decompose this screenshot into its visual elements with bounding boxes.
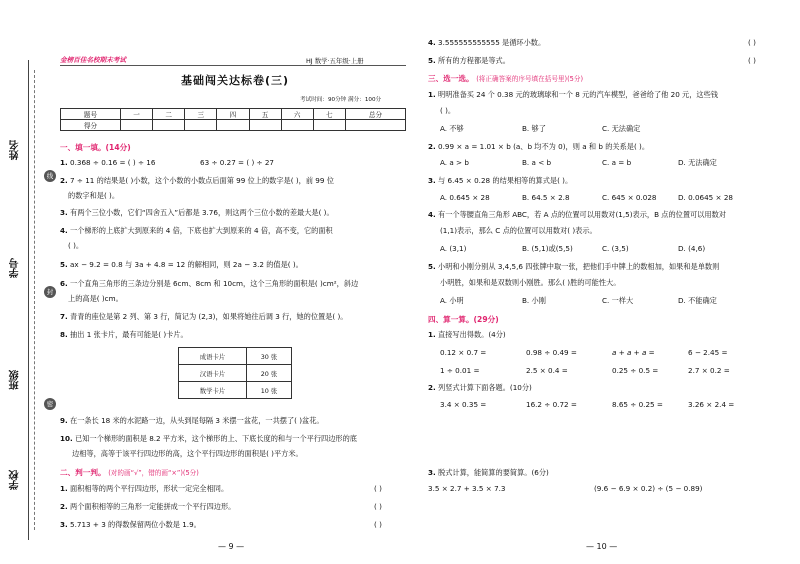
section2-title bbox=[60, 467, 199, 478]
vertical-calc: 3.4 × 0.35 = bbox=[440, 400, 487, 409]
score-input-cell[interactable] bbox=[121, 120, 153, 131]
card-name: 数学卡片 bbox=[179, 382, 247, 399]
section4-title: 四、算一算。(29分) bbox=[428, 315, 499, 324]
question-number: 2. bbox=[60, 176, 68, 185]
question-1-8 bbox=[60, 330, 188, 339]
question-text: 两个面积相等的三角形一定能拼成一个平行四边形。 bbox=[70, 502, 236, 511]
question-1-1 bbox=[60, 158, 274, 167]
card-count: 30 张 bbox=[247, 348, 292, 365]
question-number: 8. bbox=[60, 330, 68, 339]
step-calc: 3.5 × 2.7 + 3.5 × 7.3 bbox=[428, 484, 506, 493]
card-table bbox=[178, 347, 292, 399]
choice-option[interactable]: B. 64.5 × 2.8 bbox=[522, 193, 570, 202]
judge-item-1 bbox=[60, 484, 228, 493]
choice-question-2 bbox=[428, 142, 649, 151]
question-number: 6. bbox=[60, 279, 68, 288]
binding-label-school: 学校 bbox=[10, 470, 21, 490]
question-text: 抽出 1 张卡片，最有可能是( )卡片。 bbox=[70, 330, 188, 339]
choice-question-5-line2: 小明胜，如果和是双数则小刚胜。那么( )胜的可能性大。 bbox=[440, 278, 621, 287]
choice-option[interactable]: D. 无法确定 bbox=[678, 158, 717, 167]
mental-calc: 2.5 × 0.4 = bbox=[526, 366, 568, 375]
choice-question-5 bbox=[428, 262, 719, 271]
card-count: 20 张 bbox=[247, 365, 292, 382]
question-number: 10. bbox=[60, 434, 73, 443]
choice-option[interactable]: B. (5,1)或(5,5) bbox=[522, 244, 573, 253]
score-input-cell[interactable] bbox=[249, 120, 281, 131]
question-1-3 bbox=[60, 208, 334, 217]
vertical-calc: 3.26 × 2.4 = bbox=[688, 400, 735, 409]
section3-title-text: 三、选一选。 bbox=[428, 74, 474, 83]
score-header-cell: 三 bbox=[185, 109, 217, 120]
mental-calc: 6 − 2.45 = bbox=[688, 348, 728, 357]
score-header-cell: 二 bbox=[153, 109, 185, 120]
question-part-b: 63 ÷ 0.27 = ( ) ÷ 27 bbox=[200, 158, 274, 167]
question-text: ax − 9.2 = 0.8 与 3a + 4.8 = 12 的解相同，则 2a − 3.2 的值是( )。 bbox=[70, 260, 303, 269]
page-number-left: — 9 — bbox=[218, 542, 245, 551]
page-number-right: — 10 — bbox=[586, 542, 618, 551]
binding-label-class: 班级 bbox=[10, 370, 21, 390]
binding-label-name: 姓名 bbox=[10, 140, 21, 160]
choice-option[interactable]: C. (3,5) bbox=[602, 244, 629, 253]
choice-option[interactable]: D. (4,6) bbox=[678, 244, 706, 253]
question-text: 5.713 + 3 的得数保留两位小数是 1.9。 bbox=[70, 520, 201, 529]
score-table bbox=[60, 108, 406, 131]
score-input-cell[interactable] bbox=[281, 120, 313, 131]
question-text: 3.555555555555 是循环小数。 bbox=[438, 38, 546, 47]
choice-question-1-line2: ( )。 bbox=[440, 106, 456, 115]
judge-item-4 bbox=[428, 38, 545, 47]
mental-calc: 0.12 × 0.7 = bbox=[440, 348, 487, 357]
question-text: 7 ÷ 11 的结果是( )小数，这个小数的小数点后面第 99 位上的数字是( )，前 99 位 bbox=[70, 176, 334, 185]
judge-item-3 bbox=[60, 520, 201, 529]
card-count: 10 张 bbox=[247, 382, 292, 399]
question-text: 已知一个梯形的面积是 8.2 平方米，这个梯形的上、下底长度的和与一个平行四边形的底 bbox=[75, 434, 357, 443]
question-1-6-line2: 上的高是( )cm。 bbox=[68, 294, 123, 303]
answer-paren[interactable]: ( ) bbox=[748, 38, 756, 47]
question-number: 4. bbox=[428, 210, 436, 219]
score-input-cell[interactable] bbox=[185, 120, 217, 131]
score-input-cell[interactable] bbox=[153, 120, 185, 131]
mental-calc: 2.7 × 0.2 = bbox=[688, 366, 730, 375]
question-1-4 bbox=[60, 226, 333, 235]
card-row bbox=[179, 365, 292, 382]
score-table-header-row bbox=[61, 109, 406, 120]
answer-paren[interactable]: ( ) bbox=[374, 520, 382, 529]
question-number: 4. bbox=[428, 38, 436, 47]
question-number: 1. bbox=[60, 484, 68, 493]
binding-strip bbox=[0, 0, 54, 564]
question-text: 一个直角三角形的三条边分别是 6cm、8cm 和 10cm，这个三角形的面积是( )cm²，斜边 bbox=[70, 279, 359, 288]
answer-paren[interactable]: ( ) bbox=[374, 484, 382, 493]
choice-option[interactable]: A. 不够 bbox=[440, 124, 464, 133]
question-number: 9. bbox=[60, 416, 68, 425]
question-number: 5. bbox=[428, 262, 436, 271]
score-table-score-row bbox=[61, 120, 406, 131]
card-row bbox=[179, 348, 292, 365]
question-number: 3. bbox=[428, 468, 436, 477]
question-text: 直接写出得数。(4分) bbox=[438, 330, 506, 339]
question-text: 明明准备买 24 个 0.38 元的玻璃球和一个 8 元的汽车模型，爸爸给了他 20 元，这些钱 bbox=[438, 90, 718, 99]
section1-title: 一、填一填。(14分) bbox=[60, 143, 131, 152]
vertical-calc: 8.65 ÷ 0.25 = bbox=[612, 400, 663, 409]
question-text: 与 6.45 × 0.28 的结果相等的算式是( )。 bbox=[438, 176, 573, 185]
score-header-cell: 一 bbox=[121, 109, 153, 120]
mental-calc: a + a + a = bbox=[612, 348, 655, 357]
question-text: 青青的座位是第 2 列、第 3 行，简记为 (2,3)，如果将她往后调 3 行，她的位置是( )。 bbox=[70, 312, 348, 321]
choice-option[interactable]: B. a < b bbox=[522, 158, 552, 167]
question-text: 一个梯形的上底扩大到原来的 4 倍，下底也扩大到原来的 4 倍，高不变，它的面积 bbox=[70, 226, 333, 235]
question-text: 小明和小刚分别从 3,4,5,6 四张牌中取一张，把他们手中牌上的数相加，如果和是单数则 bbox=[438, 262, 720, 271]
choice-question-4-line2: (1,1)表示，那么 C 点的位置可以用数对( )表示。 bbox=[440, 226, 597, 235]
choice-option[interactable]: C. a = b bbox=[602, 158, 632, 167]
question-number: 1. bbox=[428, 90, 436, 99]
dashed-binding-line bbox=[34, 70, 35, 530]
choice-option[interactable]: A. a > b bbox=[440, 158, 469, 167]
section2-note: (对的画“√”，错的画“×”)(5分) bbox=[108, 469, 199, 477]
question-text: 所有的方程都是等式。 bbox=[438, 56, 510, 65]
binding-label-student-id: 学号 bbox=[10, 258, 21, 278]
header-rule bbox=[60, 65, 406, 66]
calc-question-2 bbox=[428, 383, 532, 392]
choice-option[interactable]: B. 小刚 bbox=[522, 296, 546, 305]
choice-option[interactable]: A. (3,1) bbox=[440, 244, 467, 253]
choice-option[interactable]: C. 无法确定 bbox=[602, 124, 641, 133]
mental-calc: 0.25 ÷ 0.5 = bbox=[612, 366, 659, 375]
page-title: 基础闯关达标卷(三) bbox=[180, 74, 290, 87]
mental-calc: 0.98 ÷ 0.49 = bbox=[526, 348, 577, 357]
question-number: 1. bbox=[60, 158, 68, 167]
choice-option[interactable]: C. 645 × 0.028 bbox=[602, 193, 657, 202]
calc-question-1 bbox=[428, 330, 506, 339]
score-header-cell: 七 bbox=[313, 109, 345, 120]
question-1-2-line2: 的数字和是( )。 bbox=[68, 191, 120, 200]
question-1-2 bbox=[60, 176, 334, 185]
section3-title bbox=[428, 73, 583, 84]
question-text: 有两个三位小数，它们“四舍五入”后都是 3.76，则这两个三位小数的差最大是( )。 bbox=[70, 208, 334, 217]
series-label: HJ 数学·五年级·上册 bbox=[306, 57, 364, 65]
question-number: 1. bbox=[428, 330, 436, 339]
question-text: 列竖式计算下面各题。(10分) bbox=[438, 383, 532, 392]
answer-paren[interactable]: ( ) bbox=[374, 502, 382, 511]
choice-option[interactable]: D. 0.0645 × 28 bbox=[678, 193, 733, 202]
judge-item-2 bbox=[60, 502, 235, 511]
question-1-7 bbox=[60, 312, 348, 321]
card-name: 成语卡片 bbox=[179, 348, 247, 365]
question-number: 3. bbox=[60, 208, 68, 217]
question-number: 7. bbox=[60, 312, 68, 321]
question-number: 5. bbox=[60, 260, 68, 269]
choice-question-4 bbox=[428, 210, 726, 219]
solid-binding-line bbox=[28, 60, 29, 540]
question-1-9 bbox=[60, 416, 324, 425]
question-text: 面积相等的两个平行四边形，形状一定完全相同。 bbox=[70, 484, 229, 493]
question-1-5 bbox=[60, 260, 303, 269]
choice-question-1 bbox=[428, 90, 718, 99]
score-input-cell[interactable] bbox=[345, 120, 405, 131]
exam-banner: 金榜百佳名校期末考试 bbox=[60, 56, 126, 64]
question-text: 0.99 × a = 1.01 × b (a、b 均不为 0)，则 a 和 b 的关系是( )。 bbox=[438, 142, 650, 151]
question-1-10-line2: 边相等，高等于该平行四边形的高，这个平行四边形的面积是( )平方米。 bbox=[72, 449, 303, 458]
score-header-cell: 总分 bbox=[345, 109, 405, 120]
choice-option[interactable]: B. 够了 bbox=[522, 124, 546, 133]
choice-option[interactable]: A. 小明 bbox=[440, 296, 464, 305]
step-calc: (9.6 − 6.9 × 0.2) ÷ (5 − 0.89) bbox=[594, 484, 703, 493]
section2-title-text: 二、判一判。 bbox=[60, 468, 106, 477]
question-number: 2. bbox=[428, 383, 436, 392]
score-input-cell[interactable] bbox=[313, 120, 345, 131]
question-text: 在一条长 18 米的水泥路一边，从头到尾每隔 3 米摆一盆花，一共摆了( )盆花。 bbox=[70, 416, 324, 425]
score-header-cell: 题号 bbox=[61, 109, 121, 120]
question-number: 2. bbox=[428, 142, 436, 151]
seal-mark-seal: 封 bbox=[44, 286, 56, 298]
question-part-a: 0.368 ÷ 0.16 = ( ) ÷ 16 bbox=[70, 158, 156, 167]
score-header-cell: 六 bbox=[281, 109, 313, 120]
calc-question-3 bbox=[428, 468, 549, 477]
question-text: 有一个等腰直角三角形 ABC，若 A 点的位置可以用数对(1,5)表示，B 点的位置可以用数对 bbox=[438, 210, 726, 219]
question-number: 5. bbox=[428, 56, 436, 65]
question-number: 2. bbox=[60, 502, 68, 511]
card-name: 汉语卡片 bbox=[179, 365, 247, 382]
answer-paren[interactable]: ( ) bbox=[748, 56, 756, 65]
judge-item-5 bbox=[428, 56, 510, 65]
mental-calc: 1 ÷ 0.01 = bbox=[440, 366, 480, 375]
choice-option[interactable]: A. 0.645 × 28 bbox=[440, 193, 490, 202]
score-input-cell[interactable] bbox=[217, 120, 249, 131]
score-header-cell: 五 bbox=[249, 109, 281, 120]
question-number: 3. bbox=[428, 176, 436, 185]
question-number: 4. bbox=[60, 226, 68, 235]
question-1-4-line2: ( )。 bbox=[68, 241, 84, 250]
score-header-cell: 四 bbox=[217, 109, 249, 120]
seal-mark-dense: 密 bbox=[44, 398, 56, 410]
card-row bbox=[179, 382, 292, 399]
question-1-6 bbox=[60, 279, 358, 288]
question-number: 3. bbox=[60, 520, 68, 529]
choice-option[interactable]: C. 一样大 bbox=[602, 296, 634, 305]
question-1-10 bbox=[60, 434, 357, 443]
seal-mark-line: 线 bbox=[44, 170, 56, 182]
vertical-calc: 16.2 ÷ 0.72 = bbox=[526, 400, 577, 409]
exam-info: 考试时间：90分钟 满分：100分 bbox=[300, 97, 382, 103]
choice-option[interactable]: D. 不能确定 bbox=[678, 296, 717, 305]
section3-note: (将正确答案的序号填在括号里)(5分) bbox=[476, 75, 584, 83]
choice-question-3 bbox=[428, 176, 572, 185]
score-row-label: 得分 bbox=[61, 120, 121, 131]
question-text: 脱式计算，能简算的要简算。(6分) bbox=[438, 468, 549, 477]
